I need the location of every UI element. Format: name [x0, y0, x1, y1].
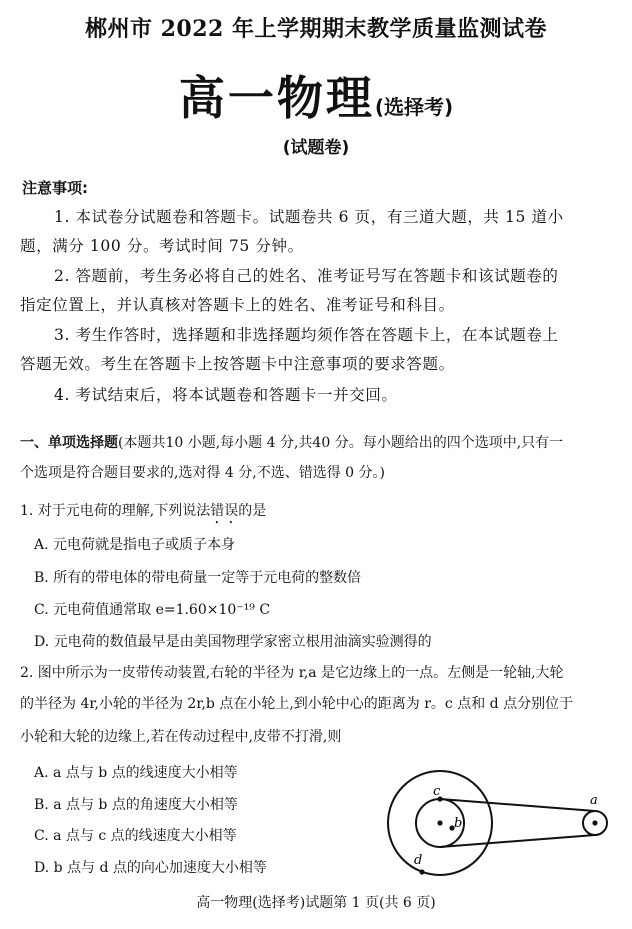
q1-stem [20, 500, 266, 527]
notes-line-4: 指定位置上，并认真核对答题卡上的姓名、准考证号和科目。 [20, 296, 455, 314]
section1-desc: (本题共10 小题,每小题 4 分,共40 分。每小题给出的四个选项中,只有一 [118, 435, 564, 451]
label-d: d [414, 853, 423, 868]
subject-name: 高一物理 [178, 71, 375, 125]
page-footer: 高一物理(选择考)试题第 1 页(共 6 页) [196, 895, 436, 911]
label-c: c [433, 784, 441, 799]
q2-option-b: B. a 点与 b 点的角速度大小相等 [34, 797, 238, 813]
q1-stem-emphasis: 错误 [210, 503, 239, 519]
point-a [592, 820, 597, 825]
q2-stem-1: 2. 图中所示为一皮带传动装置,右轮的半径为 r,a 是它边缘上的一点。左侧是一轮轴,大轮 [20, 665, 564, 681]
subject-title [0, 62, 632, 128]
notes-line-2: 题，满分 100 分。考试时间 75 分钟。 [20, 237, 304, 255]
belt-drive-figure [385, 765, 625, 880]
notes-line-5: 3. 考生作答时，选择题和非选择题均须作答在答题卡上，在本试题卷上 [54, 326, 559, 344]
q1-option-c: C. 元电荷值通常取 e=1.60×10⁻¹⁹ C [34, 602, 271, 618]
section1-desc-2: 个选项是符合题目要求的,选对得 4 分,不选、错选得 0 分。) [20, 465, 385, 481]
exam-title: 郴州市 2022 年上学期期末教学质量监测试卷 [84, 16, 548, 42]
point-d [419, 869, 424, 874]
notes-line-1: 1. 本试卷分试题卷和答题卡。试题卷共 6 页，有三道大题，共 15 道小 [54, 208, 564, 226]
q1-stem-pre: 1. 对于元电荷的理解,下列说法 [20, 503, 211, 519]
axis-center [437, 820, 442, 825]
q2-stem-3: 小轮和大轮的边缘上,若在传动过程中,皮带不打滑,则 [20, 729, 342, 745]
q1-option-b: B. 所有的带电体的带电荷量一定等于元电荷的整数倍 [34, 570, 362, 586]
q1-option-d: D. 元电荷的数值最早是由美国物理学家密立根用油滴实验测得的 [34, 634, 432, 650]
q1-stem-post: 的是 [238, 503, 267, 519]
notes-heading: 注意事项: [22, 179, 88, 197]
q2-option-c: C. a 点与 c 点的线速度大小相等 [34, 828, 237, 844]
q2-stem-2: 的半径为 4r,小轮的半径为 2r,b 点在小轮上,到小轮中心的距离为 r。c 点和 d 点分别位于 [20, 696, 574, 712]
q1-option-a: A. 元电荷就是指电子或质子本身 [34, 537, 236, 553]
belt-top [440, 799, 595, 811]
label-b: b [454, 816, 463, 831]
notes-line-6: 答题无效。考生在答题卡上按答题卡中注意事项的要求答题。 [20, 355, 455, 373]
label-a: a [590, 793, 598, 808]
notes-line-7: 4. 考试结束后，将本试题卷和答题卡一并交回。 [54, 386, 398, 404]
notes-line-3: 2. 答题前，考生务必将自己的姓名、准考证号写在答题卡和该试题卷的 [54, 267, 559, 285]
section1-intro [20, 432, 563, 452]
q2-option-d: D. b 点与 d 点的向心加速度大小相等 [34, 860, 267, 876]
q2-option-a: A. a 点与 b 点的线速度大小相等 [34, 765, 238, 781]
section1-heading: 一、单项选择题 [20, 435, 118, 451]
exam-type: (选择考) [374, 95, 454, 119]
paper-type: (试题卷) [282, 138, 350, 158]
belt-bottom [440, 835, 595, 847]
